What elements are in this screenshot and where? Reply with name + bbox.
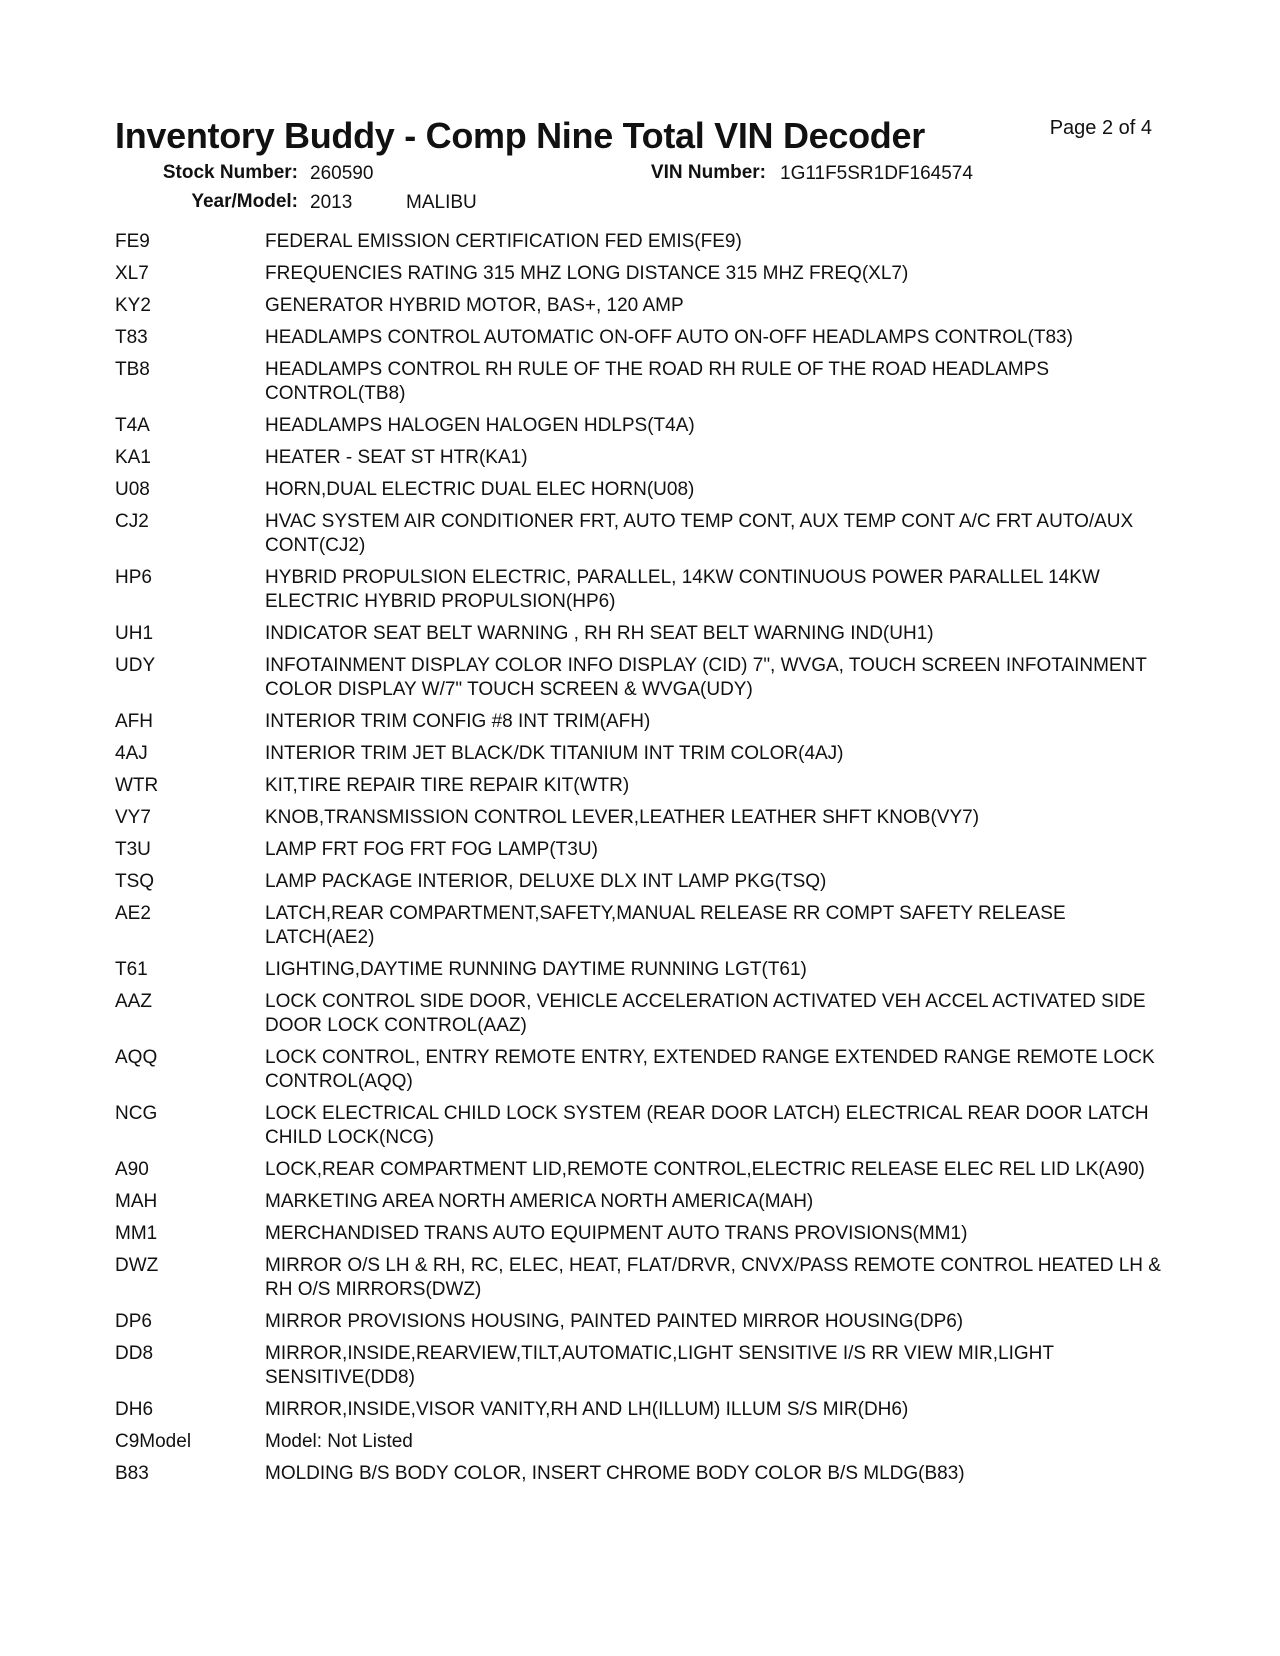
option-code: AAZ xyxy=(115,991,152,1012)
option-code: U08 xyxy=(115,479,150,500)
option-description: LOCK CONTROL SIDE DOOR, VEHICLE ACCELERATION ACTIVATED VEH ACCEL ACTIVATED SIDE DOOR LOCK CONTROL(AAZ) xyxy=(265,991,1146,1036)
page-number: Page 2 of 4 xyxy=(1049,117,1152,139)
option-row xyxy=(115,710,1175,734)
option-code: TSQ xyxy=(115,871,155,892)
option-row xyxy=(115,230,1175,254)
option-row xyxy=(115,566,1175,614)
option-description: MOLDING B/S BODY COLOR, INSERT CHROME BODY COLOR B/S MLDG(B83) xyxy=(265,1463,965,1484)
option-description: HORN,DUAL ELECTRIC DUAL ELEC HORN(U08) xyxy=(265,479,695,500)
option-description: FEDERAL EMISSION CERTIFICATION FED EMIS(FE9) xyxy=(265,231,742,252)
option-row xyxy=(115,1342,1175,1390)
option-row xyxy=(115,1158,1175,1182)
option-description: INTERIOR TRIM JET BLACK/DK TITANIUM INT TRIM COLOR(4AJ) xyxy=(265,743,844,764)
option-description: INTERIOR TRIM CONFIG #8 INT TRIM(AFH) xyxy=(265,711,651,732)
option-row xyxy=(115,1254,1175,1302)
option-row xyxy=(115,902,1175,950)
option-row xyxy=(115,1046,1175,1094)
option-description: Model: Not Listed xyxy=(265,1431,413,1452)
option-description: LAMP FRT FOG FRT FOG LAMP(T3U) xyxy=(265,839,598,860)
option-row xyxy=(115,1102,1175,1150)
option-description: HEADLAMPS CONTROL AUTOMATIC ON-OFF AUTO ON-OFF HEADLAMPS CONTROL(T83) xyxy=(265,327,1073,348)
stock-number-label: Stock Number: xyxy=(162,162,298,183)
option-description: HVAC SYSTEM AIR CONDITIONER FRT, AUTO TEMP CONT, AUX TEMP CONT A/C FRT AUTO/AUX CONT(CJ2) xyxy=(265,511,1134,556)
option-code: AFH xyxy=(115,711,153,732)
option-row xyxy=(115,1190,1175,1214)
option-description: HEADLAMPS HALOGEN HALOGEN HDLPS(T4A) xyxy=(265,415,695,436)
option-description: MARKETING AREA NORTH AMERICA NORTH AMERICA(MAH) xyxy=(265,1191,814,1212)
option-row xyxy=(115,774,1175,798)
option-code: MM1 xyxy=(115,1223,158,1244)
option-description: FREQUENCIES RATING 315 MHZ LONG DISTANCE 315 MHZ FREQ(XL7) xyxy=(265,263,909,284)
vin-number-label: VIN Number: xyxy=(650,162,766,183)
option-description: HYBRID PROPULSION ELECTRIC, PARALLEL, 14KW CONTINUOUS POWER PARALLEL 14KW ELECTRIC HYBRID PROPULSION(HP6) xyxy=(265,567,1100,612)
option-code: CJ2 xyxy=(115,511,149,532)
option-row xyxy=(115,510,1175,558)
stock-number-value: 260590 xyxy=(310,163,374,184)
option-row xyxy=(115,294,1175,318)
option-description: KIT,TIRE REPAIR TIRE REPAIR KIT(WTR) xyxy=(265,775,630,796)
option-code: 4AJ xyxy=(115,743,148,764)
option-row xyxy=(115,654,1175,702)
option-code: KY2 xyxy=(115,295,151,316)
option-description: INDICATOR SEAT BELT WARNING , RH RH SEAT BELT WARNING IND(UH1) xyxy=(265,623,934,644)
year-value: 2013 xyxy=(310,192,353,213)
option-description: MIRROR,INSIDE,REARVIEW,TILT,AUTOMATIC,LIGHT SENSITIVE I/S RR VIEW MIR,LIGHT SENSITIVE(DD8) xyxy=(265,1343,1054,1388)
option-code-list xyxy=(115,230,1175,1494)
option-code: UDY xyxy=(115,655,156,676)
option-row xyxy=(115,958,1175,982)
option-description: INFOTAINMENT DISPLAY COLOR INFO DISPLAY (CID) 7", WVGA, TOUCH SCREEN INFOTAINMENT COLOR DISPLAY W/7" TOUCH SCREEN & WVGA(UDY) xyxy=(265,655,1147,700)
option-code: DD8 xyxy=(115,1343,154,1364)
option-code: DP6 xyxy=(115,1311,152,1332)
option-description: KNOB,TRANSMISSION CONTROL LEVER,LEATHER LEATHER SHFT KNOB(VY7) xyxy=(265,807,980,828)
option-code: T4A xyxy=(115,415,150,436)
option-description: HEADLAMPS CONTROL RH RULE OF THE ROAD RH RULE OF THE ROAD HEADLAMPS CONTROL(TB8) xyxy=(265,359,1050,404)
option-code: AQQ xyxy=(115,1047,158,1068)
option-code: HP6 xyxy=(115,567,152,588)
option-row xyxy=(115,262,1175,286)
option-row xyxy=(115,326,1175,350)
vin-number-value: 1G11F5SR1DF164574 xyxy=(780,163,973,184)
option-row xyxy=(115,1398,1175,1422)
option-code: TB8 xyxy=(115,359,150,380)
option-code: FE9 xyxy=(115,231,150,252)
option-description: MIRROR,INSIDE,VISOR VANITY,RH AND LH(ILLUM) ILLUM S/S MIR(DH6) xyxy=(265,1399,909,1420)
option-row xyxy=(115,622,1175,646)
option-row xyxy=(115,478,1175,502)
option-code: AE2 xyxy=(115,903,151,924)
option-code: A90 xyxy=(115,1159,149,1180)
option-description: LATCH,REAR COMPARTMENT,SAFETY,MANUAL RELEASE RR COMPT SAFETY RELEASE LATCH(AE2) xyxy=(265,903,1066,948)
option-row xyxy=(115,446,1175,470)
option-description: GENERATOR HYBRID MOTOR, BAS+, 120 AMP xyxy=(265,295,684,316)
option-code: WTR xyxy=(115,775,159,796)
page-title: Inventory Buddy - Comp Nine Total VIN Decoder xyxy=(115,115,925,156)
option-code: XL7 xyxy=(115,263,149,284)
option-row xyxy=(115,1310,1175,1334)
option-description: LOCK CONTROL, ENTRY REMOTE ENTRY, EXTENDED RANGE EXTENDED RANGE REMOTE LOCK CONTROL(AQQ) xyxy=(265,1047,1155,1092)
option-code: MAH xyxy=(115,1191,158,1212)
option-code: UH1 xyxy=(115,623,154,644)
option-description: MIRROR O/S LH & RH, RC, ELEC, HEAT, FLAT/DRVR, CNVX/PASS REMOTE CONTROL HEATED LH & RH O/S MIRRORS(DWZ) xyxy=(265,1255,1161,1300)
option-description: MERCHANDISED TRANS AUTO EQUIPMENT AUTO TRANS PROVISIONS(MM1) xyxy=(265,1223,968,1244)
option-row xyxy=(115,838,1175,862)
option-code: T83 xyxy=(115,327,148,348)
option-description: LIGHTING,DAYTIME RUNNING DAYTIME RUNNING LGT(T61) xyxy=(265,959,807,980)
option-code: DWZ xyxy=(115,1255,159,1276)
option-description: LAMP PACKAGE INTERIOR, DELUXE DLX INT LAMP PKG(TSQ) xyxy=(265,871,827,892)
option-row xyxy=(115,870,1175,894)
option-row xyxy=(115,1222,1175,1246)
option-row xyxy=(115,806,1175,830)
model-value: MALIBU xyxy=(406,192,477,213)
option-code: NCG xyxy=(115,1103,158,1124)
option-code: T3U xyxy=(115,839,151,860)
option-code: T61 xyxy=(115,959,148,980)
option-code: DH6 xyxy=(115,1399,154,1420)
year-model-label: Year/Model: xyxy=(191,191,298,212)
option-row xyxy=(115,1462,1175,1486)
option-code: B83 xyxy=(115,1463,149,1484)
option-description: MIRROR PROVISIONS HOUSING, PAINTED PAINTED MIRROR HOUSING(DP6) xyxy=(265,1311,964,1332)
option-description: HEATER - SEAT ST HTR(KA1) xyxy=(265,447,528,468)
option-row xyxy=(115,358,1175,406)
option-row xyxy=(115,414,1175,438)
option-row xyxy=(115,742,1175,766)
option-description: LOCK,REAR COMPARTMENT LID,REMOTE CONTROL,ELECTRIC RELEASE ELEC REL LID LK(A90) xyxy=(265,1159,1145,1180)
option-code: KA1 xyxy=(115,447,151,468)
option-description: LOCK ELECTRICAL CHILD LOCK SYSTEM (REAR DOOR LATCH) ELECTRICAL REAR DOOR LATCH CHILD LOCK(NCG) xyxy=(265,1103,1149,1148)
option-code: VY7 xyxy=(115,807,151,828)
option-code: C9Model xyxy=(115,1431,192,1452)
option-row xyxy=(115,1430,1175,1454)
option-row xyxy=(115,990,1175,1038)
